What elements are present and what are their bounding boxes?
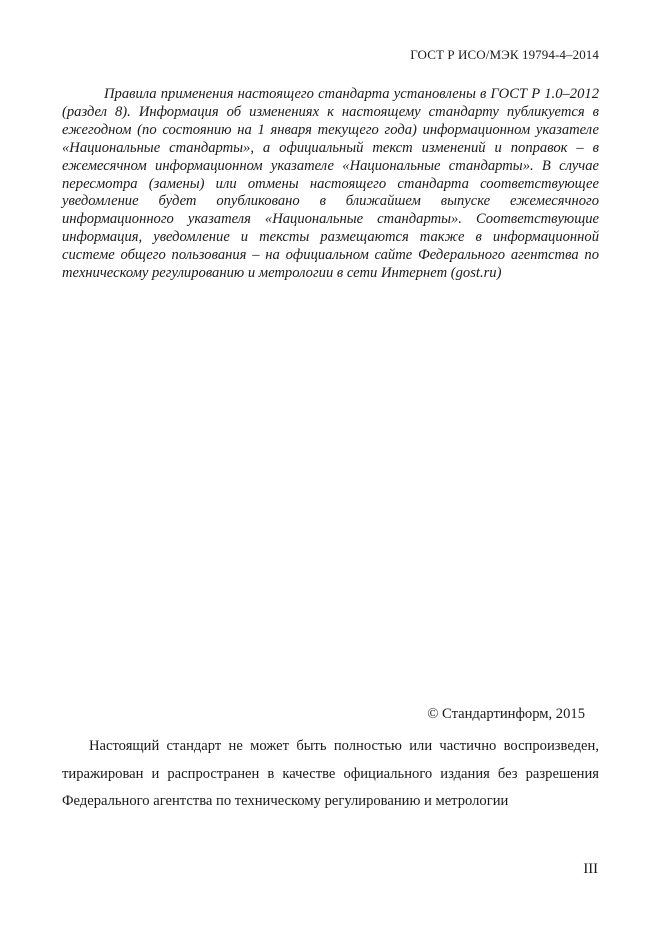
reproduction-rights-notice: Настоящий стандарт не может быть полностью или частично воспроизведен, тиражирован и распространен в качестве официального издания без разрешения Федерального агентства по техническому регулированию и метрологии (62, 738, 599, 810)
copyright-line: © Стандартинформ, 2015 (427, 706, 585, 722)
standard-application-notice: Правила применения настоящего стандарта установлены в ГОСТ Р 1.0–2012 (раздел 8). Информация об изменениях к настоящему стандарту публикуется в ежегодном (по состоянию на 1 января текущего года) информационном указателе «Национальные стандарты», а официальный текст изменений и поправок – в ежемесячном информационном указателе «Национальные стандарты». В случае пересмотра (замены) или отмены настоящего стандарта соответствующее уведомление будет опубликовано в ближайшем выпуске ежемесячного информационного указателя «Национальные стандарты». Соответствующие информация, уведомление и тексты размещаются также в информационной системе общего пользования – на официальном сайте Федерального агентства по техническому регулированию и метрологии в сети Интернет (gost.ru) (62, 86, 599, 282)
document-header-standard-code: ГОСТ Р ИСО/МЭК 19794-4–2014 (410, 47, 599, 62)
page-number: III (583, 861, 598, 877)
